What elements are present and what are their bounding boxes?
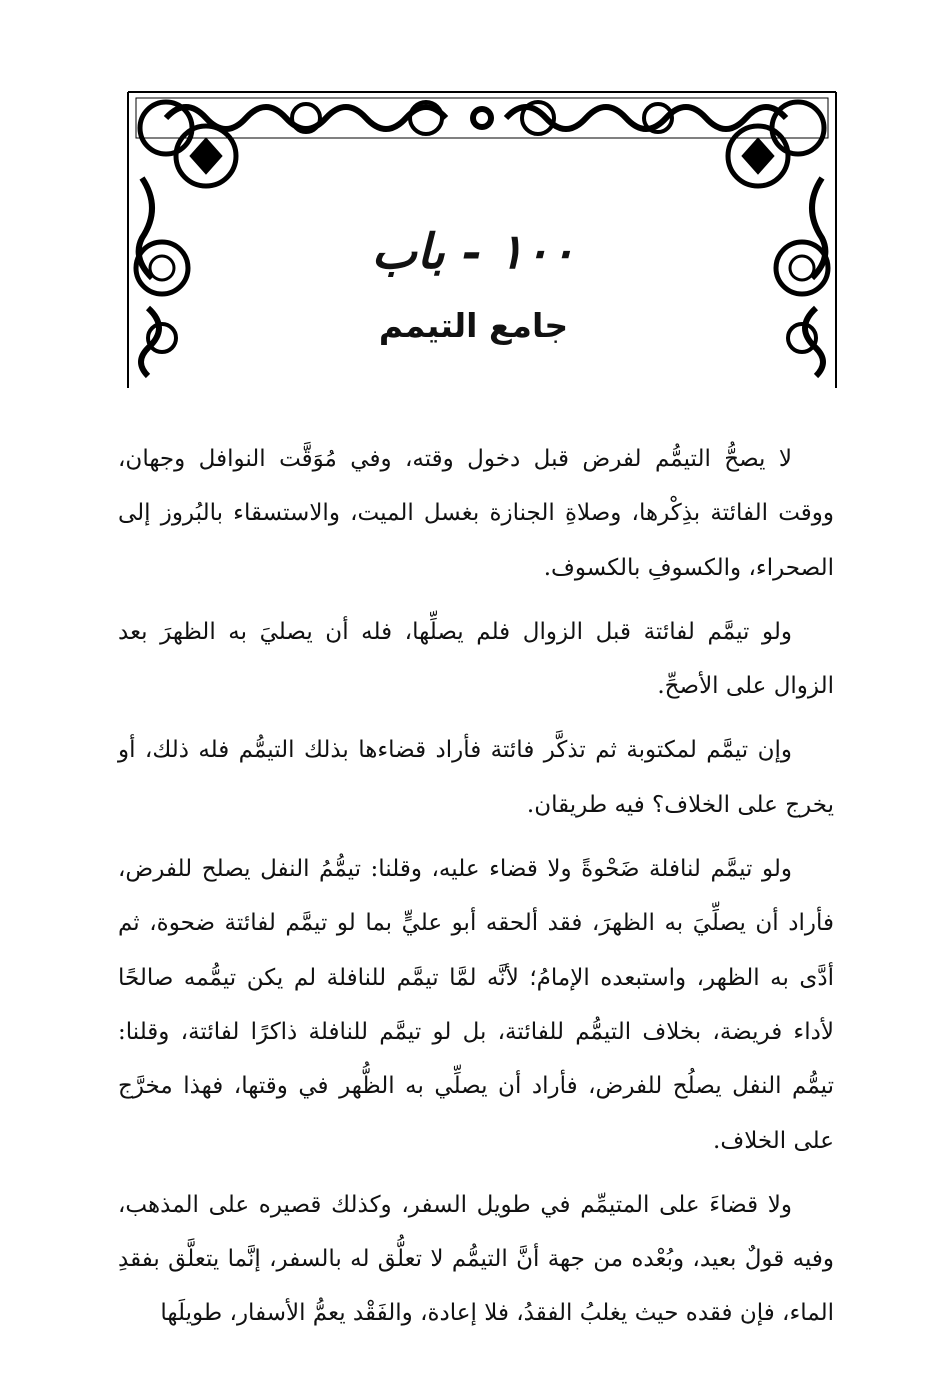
paragraph-4: ولو تيمَّم لنافلة ضَحْوةً ولا قضاء عليه، وقلنا: تيمُّمُ النفل يصلح للفرض، فأراد أن يصلِّيَ به الظهرَ، فقد ألحقه أبو عليٍّ بما لو تيمَّم لفائتة ضحوة، ثم أدَّى به الظهر، واستبعده الإمامُ؛ لأنَّه لمَّا تيمَّم للنافلة لم يكن تيمُّمه صالحًا لأداء فريضة، بخلاف التيمُّم للفائتة، بل لو تيمَّم للنافلة ذاكرًا لفائتة، وقلنا: تيمُّم النفل يصلُح للفرض، فأراد أن يصلِّي به الظُّهر في وقتها، فهذا مخرَّج على الخلاف. — [118, 856, 834, 1154]
paragraph-1: لا يصحُّ التيمُّم لفرض قبل دخول وقته، وفي مُوَقَّت النوافل وجهان، ووقت الفائتة بذِكْرها، وصلاةِ الجنازة بغسل الميت، والاستسقاء بالبُروز إلى الصحراء، والكسوفِ بالكسوف. — [118, 446, 834, 581]
paragraph-5: ولا قضاءَ على المتيمِّم في طويل السفر، وكذلك قصيره على المذهب، وفيه قولٌ بعيد، وبُعْده من جهة أنَّ التيمُّم لا تعلُّق له بالسفر، إنَّما يتعلَّق بفقدِ الماء، فإن فقده حيث يغلبُ الفقدُ، فلا إعادة، والفَقْد يعمُّ الأسفار، طويلَها — [118, 1191, 834, 1327]
paragraph-2: ولو تيمَّم لفائتة قبل الزوال فلم يصلِّها، فله أن يصليَ به الظهرَ بعد الزوال على الأصحِّ. — [118, 618, 834, 700]
body-text — [118, 432, 834, 1351]
chapter-title: جامع التيمم — [378, 306, 569, 345]
paragraph-3: وإن تيمَّم لمكتوبة ثم تذكَّر فائتة فأراد قضاءها بذلك التيمُّم فله ذلك، أو يخرج على الخلاف؟ فيه طريقان. — [118, 737, 834, 818]
chapter-number: ١٠٠ - باب — [371, 224, 576, 280]
